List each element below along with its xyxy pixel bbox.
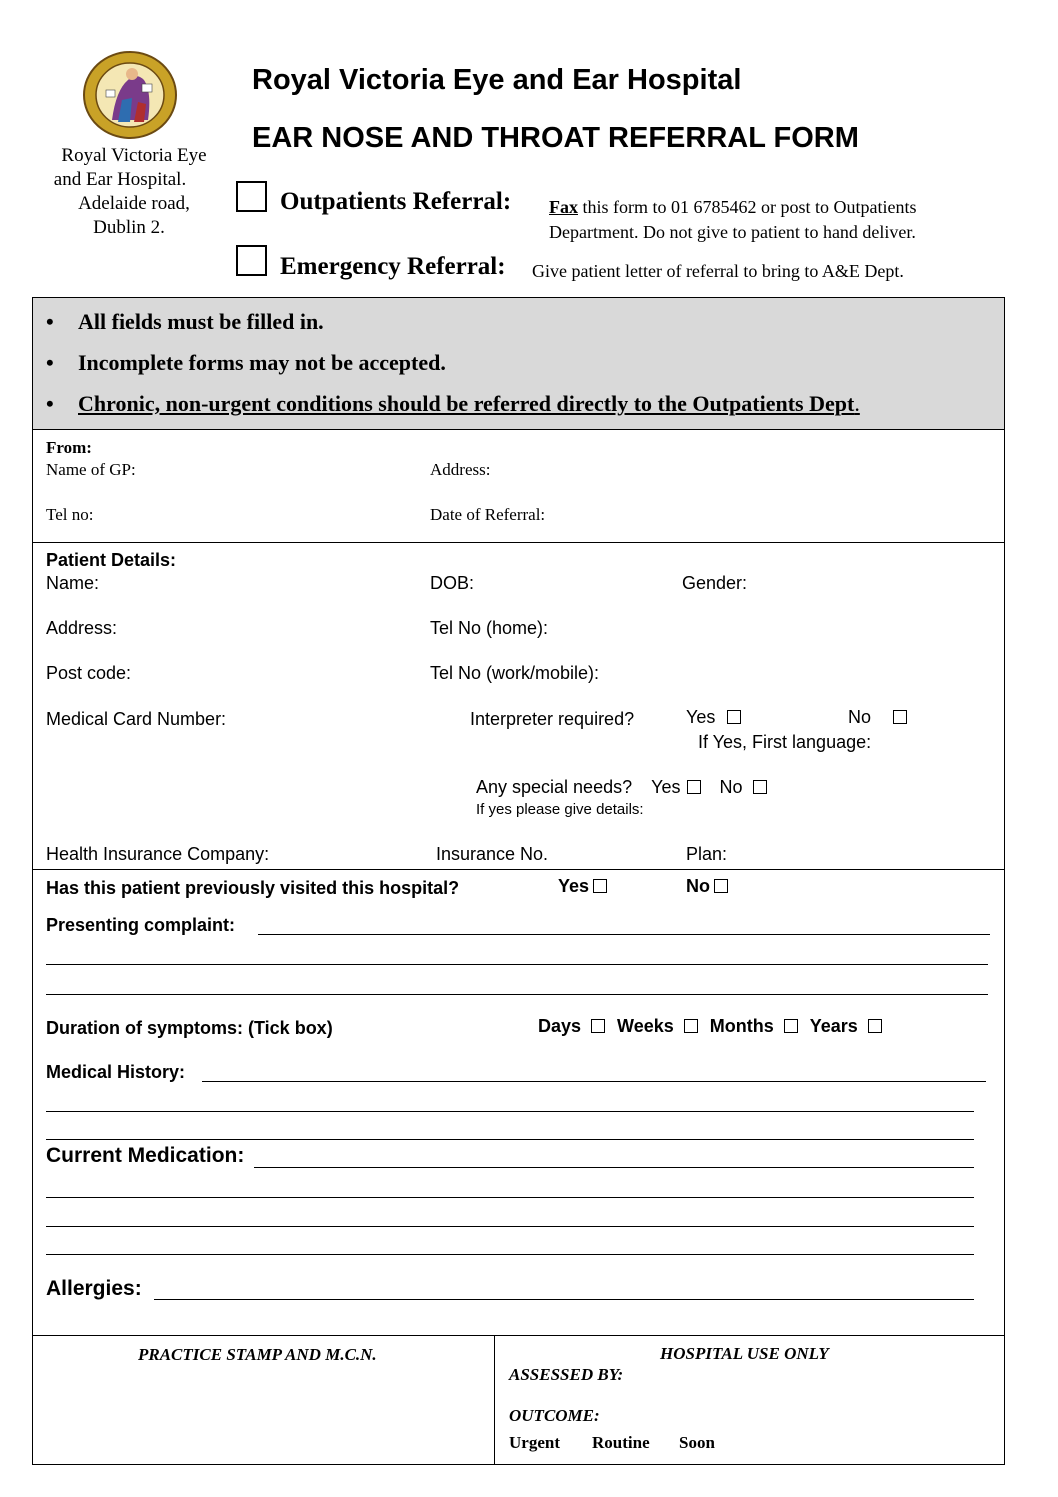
medical-history-label: Medical History: <box>46 1062 186 1082</box>
interpreter-label: Interpreter required? <box>470 709 635 729</box>
current-medication-line[interactable] <box>46 1226 974 1227</box>
yes-label: Yes <box>686 707 716 727</box>
emergency-instruction: Give patient letter of referral to bring to A&E Dept. <box>532 261 904 281</box>
outcome-routine[interactable]: Routine <box>592 1433 650 1452</box>
previous-visit-no <box>686 876 728 897</box>
notice-item: • All fields must be filled in. <box>46 309 324 334</box>
allergies-line[interactable] <box>154 1299 974 1300</box>
from-heading: From: <box>46 438 92 457</box>
allergies-label: Allergies: <box>46 1277 142 1300</box>
hospital-use-label: HOSPITAL USE ONLY <box>660 1344 829 1363</box>
address-line: Royal Victoria Eye <box>61 145 207 166</box>
notice-item: • Chronic, non-urgent conditions should be referred directly to the Outpatients Dept. <box>46 391 860 416</box>
no-label: No <box>686 876 710 896</box>
no-label: No <box>719 777 743 797</box>
duration-label: Duration of symptoms: (Tick box) <box>46 1018 333 1038</box>
post-code-label[interactable]: Post code: <box>46 663 132 683</box>
current-medication-line[interactable] <box>46 1254 974 1255</box>
medical-history-line[interactable] <box>46 1139 974 1140</box>
patient-dob-label[interactable]: DOB: <box>430 573 475 593</box>
outcome-soon[interactable]: Soon <box>679 1433 715 1452</box>
outcome-label: OUTCOME: <box>509 1406 600 1425</box>
patient-details-heading: Patient Details: <box>46 550 177 570</box>
interpreter-no-checkbox[interactable] <box>893 710 907 724</box>
special-details-label[interactable]: If yes please give details: <box>476 801 644 818</box>
presenting-complaint-line[interactable] <box>46 964 988 965</box>
previous-visit-no-checkbox[interactable] <box>714 879 728 893</box>
hospital-logo <box>82 50 178 140</box>
insurance-no-label[interactable]: Insurance No. <box>436 844 549 864</box>
duration-months-checkbox[interactable] <box>784 1019 798 1033</box>
special-needs <box>476 777 767 798</box>
tel-work-label[interactable]: Tel No (work/mobile): <box>430 663 600 683</box>
special-needs-label: Any special needs? <box>476 777 633 797</box>
interpreter-yes <box>686 707 741 728</box>
assessed-by-label[interactable]: ASSESSED BY: <box>509 1365 624 1384</box>
notice-text: Incomplete forms may not be accepted. <box>78 350 446 375</box>
referral-date-label[interactable]: Date of Referral: <box>430 505 546 524</box>
duration-years: Years <box>809 1016 858 1036</box>
yes-label: Yes <box>558 876 590 896</box>
current-medication-line[interactable] <box>254 1167 974 1168</box>
first-language-label[interactable]: If Yes, First language: <box>698 732 872 752</box>
outpatients-referral-label: Outpatients Referral: <box>280 188 512 215</box>
presenting-complaint-label: Presenting complaint: <box>46 915 236 935</box>
outpatients-referral-checkbox[interactable] <box>236 181 267 212</box>
interpreter-no <box>848 707 907 728</box>
emergency-referral-label: Emergency Referral: <box>280 253 506 280</box>
gp-address-label[interactable]: Address: <box>430 460 491 479</box>
special-needs-yes-checkbox[interactable] <box>687 780 701 794</box>
address-line: Dublin 2. <box>93 217 165 238</box>
previous-visit-question: Has this patient previously visited this hospital? <box>46 878 460 898</box>
hospital-name: Royal Victoria Eye and Ear Hospital <box>252 64 742 96</box>
form-title: EAR NOSE AND THROAT REFERRAL FORM <box>252 122 859 154</box>
duration-options <box>538 1016 882 1037</box>
notice-item: • Incomplete forms may not be accepted. <box>46 350 446 375</box>
duration-days: Days <box>538 1016 582 1036</box>
notice-suffix: . <box>854 391 860 416</box>
presenting-complaint-line[interactable] <box>258 934 990 935</box>
interpreter-yes-checkbox[interactable] <box>727 710 741 724</box>
address-line: and Ear Hospital. <box>53 169 187 190</box>
address-line: Adelaide road, <box>78 193 190 214</box>
patient-address-label[interactable]: Address: <box>46 618 118 638</box>
no-label: No <box>848 707 872 727</box>
duration-weeks: Weeks <box>617 1016 674 1036</box>
patient-gender-label[interactable]: Gender: <box>682 573 748 593</box>
medical-history-line[interactable] <box>202 1081 986 1082</box>
outpatients-instruction-line2: Department. Do not give to patient to hand deliver. <box>549 222 916 242</box>
divider <box>32 1335 1005 1336</box>
special-needs-no-checkbox[interactable] <box>753 780 767 794</box>
health-insurance-label[interactable]: Health Insurance Company: <box>46 844 270 864</box>
duration-years-checkbox[interactable] <box>868 1019 882 1033</box>
divider <box>32 542 1005 543</box>
duration-months: Months <box>709 1016 774 1036</box>
plan-label[interactable]: Plan: <box>686 844 728 864</box>
hospital-address <box>34 144 234 240</box>
yes-label: Yes <box>651 777 681 797</box>
current-medication-line[interactable] <box>46 1197 974 1198</box>
notice-text: Chronic, non-urgent conditions should be referred directly to the Outpatients Dept <box>78 391 855 416</box>
outpatients-instruction <box>549 197 916 218</box>
practice-stamp-area[interactable] <box>34 1370 492 1462</box>
outpatients-instruction-line1: this form to 01 6785462 or post to Outpatients <box>578 197 917 217</box>
current-medication-label: Current Medication: <box>46 1144 245 1167</box>
medical-history-line[interactable] <box>46 1111 974 1112</box>
previous-visit-yes <box>558 876 607 897</box>
medical-card-label[interactable]: Medical Card Number: <box>46 709 227 729</box>
emergency-referral-checkbox[interactable] <box>236 245 267 276</box>
fax-word: Fax <box>549 197 578 217</box>
notice-text: All fields must be filled in. <box>78 309 324 334</box>
tel-home-label[interactable]: Tel No (home): <box>430 618 549 638</box>
practice-stamp-label: PRACTICE STAMP AND M.C.N. <box>138 1345 377 1364</box>
duration-weeks-checkbox[interactable] <box>684 1019 698 1033</box>
divider <box>494 1335 495 1465</box>
patient-name-label[interactable]: Name: <box>46 573 100 593</box>
gp-name-label[interactable]: Name of GP: <box>46 460 136 479</box>
outcome-urgent[interactable]: Urgent <box>509 1433 560 1452</box>
previous-visit-yes-checkbox[interactable] <box>593 879 607 893</box>
form-body-box <box>32 429 1005 1465</box>
presenting-complaint-line[interactable] <box>46 994 988 995</box>
duration-days-checkbox[interactable] <box>591 1019 605 1033</box>
gp-tel-label[interactable]: Tel no: <box>46 505 94 524</box>
divider <box>32 869 1005 870</box>
